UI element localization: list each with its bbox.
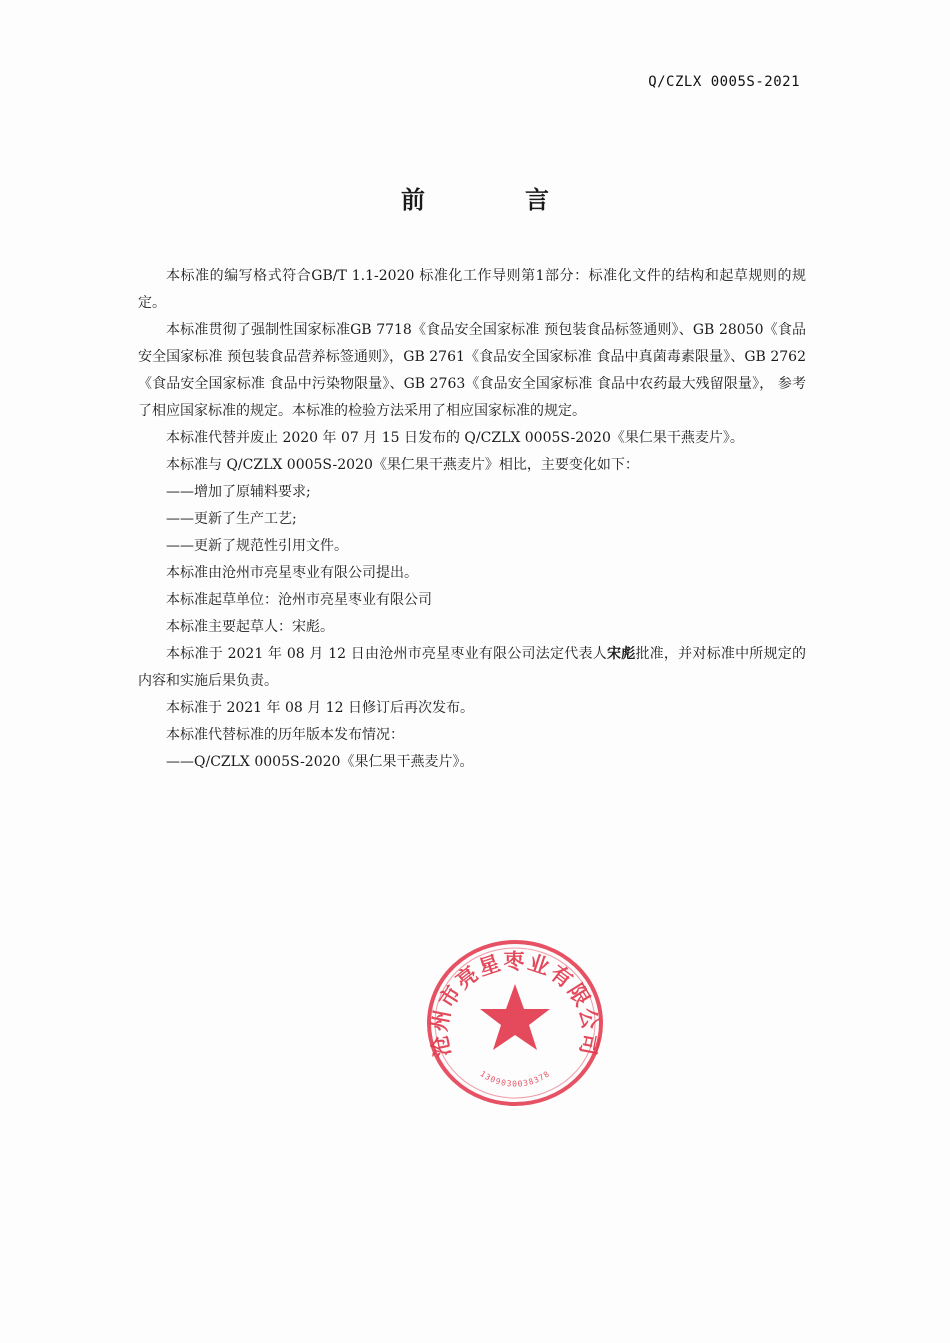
paragraph-mandatory-standards: 本标准贯彻了强制性国家标准GB 7718《食品安全国家标准 预包装食品标签通则》、GB 28050《食品安全国家标准 预包装食品营养标签通则》，GB 2761《食品安全国家标准 食品中真菌毒素限量》、GB 2762《食品安全国家标准 食品中污染物限量》、GB 2763《食品安全国家标准 食品中农药最大残留限量》， 参考了相应国家标准的规定。本标准的检验方法采用了相应国家标准的规定。 — [138, 322, 806, 419]
change-item: ——增加了原辅料要求; — [166, 484, 311, 500]
paragraph-replacement: 本标准代替并废止 2020 年 07 月 15 日发布的 Q/CZLX 0005S-2020《果仁果干燕麦片》。 — [166, 430, 744, 446]
change-item: ——更新了规范性引用文件。 — [166, 538, 348, 554]
paragraph-changes-intro: 本标准与 Q/CZLX 0005S-2020《果仁果干燕麦片》相比，主要变化如下： — [166, 457, 639, 473]
seal-star-icon — [480, 984, 550, 1050]
paragraph-drafting-unit: 本标准起草单位：沧州市亮星枣业有限公司 — [166, 592, 432, 608]
company-seal — [425, 938, 605, 1108]
paragraph-proposer: 本标准由沧州市亮星枣业有限公司提出。 — [166, 565, 418, 581]
paragraph-history-intro: 本标准代替标准的历年版本发布情况： — [166, 727, 404, 743]
foreword-body — [138, 263, 806, 776]
seal-code: 1309030038378 — [478, 1069, 552, 1089]
approval-text-after: 批准，并对标准中所规定的内容和实施后果负责。 — [138, 646, 807, 689]
paragraph-approval — [138, 641, 806, 695]
paragraph-republish: 本标准于 2021 年 08 月 12 日修订后再次发布。 — [166, 700, 474, 716]
paragraph-format: 本标准的编写格式符合GB/T 1.1-2020 标准化工作导则第1部分：标准化文件的结构和起草规则的规定。 — [138, 268, 806, 311]
history-item: ——Q/CZLX 0005S-2020《果仁果干燕麦片》。 — [166, 754, 474, 770]
standard-code: Q/CZLX 0005S-2021 — [648, 74, 800, 90]
page-title: 前言 — [401, 186, 649, 214]
seal-company-name: 沧州市亮星枣业有限公司 — [427, 949, 603, 1059]
approver-name: 宋彪 — [606, 646, 636, 662]
approval-text-before: 本标准于 2021 年 08 月 12 日由沧州市亮星枣业有限公司法定代表人 — [166, 646, 607, 662]
paragraph-drafter: 本标准主要起草人：宋彪。 — [166, 619, 334, 635]
change-item: ——更新了生产工艺; — [166, 511, 297, 527]
